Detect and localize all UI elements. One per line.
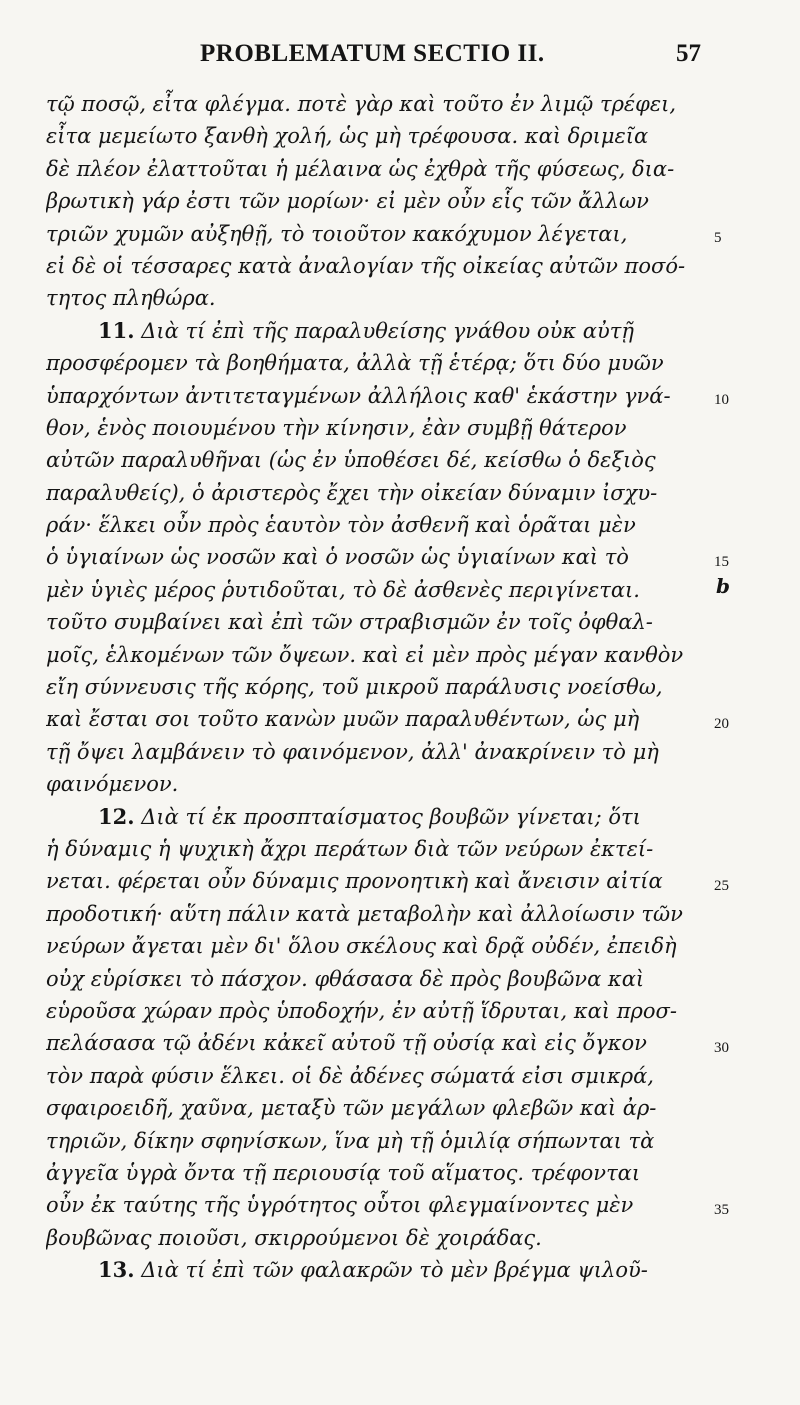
text-line: νεται. φέρεται οὖν δύναμις προνοητικὴ καὶ ἄνεισιν αἰτία: [46, 869, 663, 894]
line-number: 15: [714, 553, 729, 570]
text-line: 13. Διὰ τί ἐπὶ τῶν φαλακρῶν τὸ μὲν βρέγμα ψιλοῦ-: [98, 1257, 648, 1283]
text-line: τῷ ποσῷ, εἶτα φλέγμα. ποτὲ γὰρ καὶ τοῦτο ἐν λιμῷ τρέφει,: [46, 92, 677, 116]
text-line: φαινόμενον.: [46, 772, 179, 797]
text-line: προδοτική· αὕτη πάλιν κατὰ μεταβολὴν καὶ ἀλλοίωσιν τῶν: [46, 901, 683, 926]
section-number: 11.: [98, 317, 135, 343]
text-line: μὲν ὑγιὲς μέρος ῥυτιδοῦται, τὸ δὲ ἀσθενὲς περιγίνεται.: [46, 577, 640, 602]
text-line: ἀγγεῖα ὑγρὰ ὄντα τῇ περιουσίᾳ τοῦ αἵματος. τρέφονται: [46, 1160, 641, 1185]
text-line: εὑροῦσα χώραν πρὸς ὑποδοχήν, ἐν αὐτῇ ἵδρυται, καὶ προσ-: [46, 998, 677, 1023]
line-number: 20: [714, 715, 729, 732]
line-number: 5: [714, 229, 722, 246]
text-line: τριῶν χυμῶν αὐξηθῇ, τὸ τοιοῦτον κακόχυμον λέγεται,: [46, 221, 628, 246]
line-number: 30: [714, 1039, 729, 1056]
text-line: τὸν παρὰ φύσιν ἕλκει. οἱ δὲ ἀδένες σώματά εἰσι σμικρά,: [46, 1063, 654, 1088]
text-line: ὑπαρχόντων ἀντιτεταγμένων ἀλλήλοις καθ' ἑκάστην γνά-: [46, 383, 671, 408]
text-line: πελάσασα τῷ ἀδένι κἀκεῖ αὐτοῦ τῇ οὐσίᾳ καὶ εἰς ὄγκον: [46, 1031, 647, 1056]
section-number: 13.: [98, 1257, 135, 1283]
text-line: οὖν ἐκ ταύτης τῆς ὑγρότητος οὗτοι φλεγμαίνοντες μὲν: [46, 1193, 634, 1218]
text-line: αὐτῶν παραλυθῆναι (ὡς ἐν ὑποθέσει δέ, κείσθω ὁ δεξιὸς: [46, 448, 656, 473]
page-header: [0, 40, 800, 80]
text-line: δὲ πλέον ἐλαττοῦται ἡ μέλαινα ὡς ἐχθρὰ τῆς φύσεως, δια-: [46, 156, 675, 181]
page-number: 57: [676, 40, 701, 67]
text-line: βρωτικὴ γάρ ἐστι τῶν μορίων· εἰ μὲν οὖν εἷς τῶν ἄλλων: [46, 189, 649, 214]
text-line: τητος πληθώρα.: [46, 286, 216, 311]
text-line: εἰ δὲ οἱ τέσσαρες κατὰ ἀναλογίαν τῆς οἰκείας αὐτῶν ποσό-: [46, 253, 686, 278]
text-line: μοῖς, ἑλκομένων τῶν ὄψεων. καὶ εἰ μὲν πρὸς μέγαν κανθὸν: [46, 642, 684, 667]
text-line: προσφέρομεν τὰ βοηθήματα, ἀλλὰ τῇ ἑτέρᾳ; ὅτι δύο μυῶν: [46, 351, 664, 376]
body-text: [46, 88, 712, 1286]
text-line: 11. Διὰ τί ἐπὶ τῆς παραλυθείσης γνάθου οὐκ αὐτῇ: [98, 317, 634, 343]
line-number: 25: [714, 877, 729, 894]
section-number: 12.: [98, 803, 135, 829]
text-line: τηριῶν, δίκην σφηνίσκων, ἵνα μὴ τῇ ὁμιλίᾳ σήπωνται τὰ: [46, 1128, 655, 1153]
text-line: ράν· ἕλκει οὖν πρὸς ἑαυτὸν τὸν ἀσθενῆ καὶ ὁρᾶται μὲν: [46, 513, 636, 538]
text-line: παραλυθείς), ὁ ἀριστερὸς ἔχει τὴν οἰκείαν δύναμιν ἰσχυ-: [46, 480, 658, 505]
text-line: εἶτα μεμείωτο ξανθὴ χολή, ὡς μὴ τρέφουσα. καὶ δριμεῖα: [46, 124, 649, 149]
text-line: θον, ἑνὸς ποιουμένου τὴν κίνησιν, ἐὰν συμβῇ θάτερον: [46, 415, 627, 440]
text-line: ἡ δύναμις ἡ ψυχικὴ ἄχρι περάτων διὰ τῶν νεύρων ἐκτεί-: [46, 836, 654, 861]
line-number: 10: [714, 391, 729, 408]
running-title: PROBLEMATUM SECTIO II.: [200, 40, 545, 67]
text-line: τῇ ὄψει λαμβάνειν τὸ φαινόμενον, ἀλλ' ἀνακρίνειν τὸ μὴ: [46, 739, 659, 764]
text-line: τοῦτο συμβαίνει καὶ ἐπὶ τῶν στραβισμῶν ἐν τοῖς ὀφθαλ-: [46, 610, 653, 635]
margin-note: b: [716, 574, 730, 598]
text-line: ὁ ὑγιαίνων ὡς νοσῶν καὶ ὁ νοσῶν ὡς ὑγιαίνων καὶ τὸ: [46, 545, 629, 570]
text-line: βουβῶνας ποιοῦσι, σκιρρούμενοι δὲ χοιράδας.: [46, 1225, 542, 1250]
text-line: 12. Διὰ τί ἐκ προσπταίσματος βουβῶν γίνεται; ὅτι: [98, 803, 641, 829]
text-line: εἴη σύννευσις τῆς κόρης, τοῦ μικροῦ παράλυσις νοείσθω,: [46, 675, 663, 700]
text-line: οὐχ εὑρίσκει τὸ πάσχον. φθάσασα δὲ πρὸς βουβῶνα καὶ: [46, 966, 645, 991]
text-line: καὶ ἔσται σοι τοῦτο κανὼν μυῶν παραλυθέντων, ὡς μὴ: [46, 707, 640, 732]
text-line: σφαιροειδῆ, χαῦνα, μεταξὺ τῶν μεγάλων φλεβῶν καὶ ἀρ-: [46, 1096, 657, 1121]
line-number: 35: [714, 1201, 729, 1218]
text-line: νεύρων ἄγεται μὲν δι' ὅλου σκέλους καὶ δρᾷ οὐδέν, ἐπειδὴ: [46, 934, 677, 959]
